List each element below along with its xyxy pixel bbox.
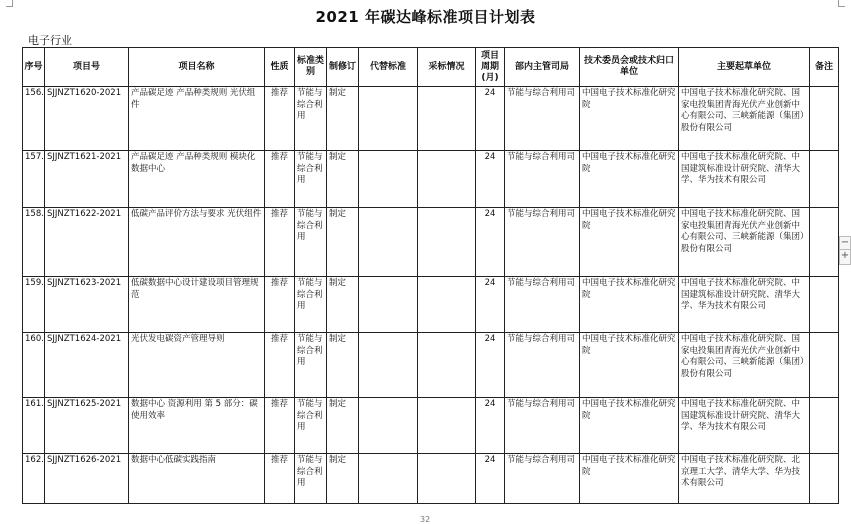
project-code-cell: SJJNZT1624-2021 <box>45 333 129 398</box>
header-cell: 技术委员会或技术归口单位 <box>580 48 679 87</box>
drafting-units-cell: 中国电子技术标准化研究院、国家电投集团青海光伏产业创新中心有限公司、三峡新能源（集团）股份有限公司 <box>679 333 810 398</box>
project-name-cell: 光伏发电碳资产管理导则 <box>129 333 265 398</box>
project-period-cell: 24 <box>476 333 505 398</box>
revision-type-cell: 制定 <box>327 151 359 208</box>
adoption-status-cell <box>418 398 476 454</box>
project-name-cell: 产品碳足迹 产品种类规则 光伏组件 <box>129 87 265 151</box>
table-row <box>23 87 839 151</box>
project-code-cell: SJJNZT1625-2021 <box>45 398 129 454</box>
header-cell: 备注 <box>810 48 839 87</box>
standard-category-cell: 节能与综合利用 <box>295 151 327 208</box>
project-name-cell: 低碳数据中心设计建设项目管理规范 <box>129 277 265 333</box>
adoption-status-cell <box>418 277 476 333</box>
standard-category-cell: 节能与综合利用 <box>295 277 327 333</box>
table-row <box>23 151 839 208</box>
header-cell: 项目名称 <box>129 48 265 87</box>
page-number: 32 <box>420 515 431 524</box>
header-cell: 主要起草单位 <box>679 48 810 87</box>
header-cell: 代替标准 <box>359 48 418 87</box>
drafting-units-cell: 中国电子技术标准化研究院、中国建筑标准设计研究院、清华大学、华为技术有限公司 <box>679 151 810 208</box>
header-cell: 性质 <box>265 48 295 87</box>
nature-cell: 推荐 <box>265 333 295 398</box>
project-code-cell: SJJNZT1622-2021 <box>45 208 129 277</box>
revision-type-cell: 制定 <box>327 87 359 151</box>
standard-category-cell: 节能与综合利用 <box>295 454 327 504</box>
nature-cell: 推荐 <box>265 398 295 454</box>
nature-cell: 推荐 <box>265 454 295 504</box>
drafting-units-cell: 中国电子技术标准化研究院、中国建筑标准设计研究院、清华大学、华为技术有限公司 <box>679 398 810 454</box>
replaced-standard-cell <box>359 151 418 208</box>
adoption-status-cell <box>418 208 476 277</box>
revision-type-cell: 制定 <box>327 454 359 504</box>
project-name-cell: 数据中心低碳实践指南 <box>129 454 265 504</box>
adoption-status-cell <box>418 454 476 504</box>
header-cell: 部内主管司局 <box>505 48 580 87</box>
header-cell: 项目号 <box>45 48 129 87</box>
nature-cell: 推荐 <box>265 277 295 333</box>
standard-category-cell: 节能与综合利用 <box>295 398 327 454</box>
page-title: 2021 年碳达峰标准项目计划表 <box>315 8 536 26</box>
replaced-standard-cell <box>359 454 418 504</box>
row-number-cell: 160. <box>23 333 45 398</box>
ministry-department-cell: 节能与综合利用司 <box>505 87 580 151</box>
project-code-cell: SJJNZT1621-2021 <box>45 151 129 208</box>
header-cell: 项目周期(月) <box>476 48 505 87</box>
ministry-department-cell: 节能与综合利用司 <box>505 398 580 454</box>
remarks-cell <box>810 87 839 151</box>
replaced-standard-cell <box>359 277 418 333</box>
replaced-standard-cell <box>359 333 418 398</box>
table-row <box>23 398 839 454</box>
header-cell: 标准类别 <box>295 48 327 87</box>
project-name-cell: 低碳产品评价方法与要求 光伏组件 <box>129 208 265 277</box>
remarks-cell <box>810 151 839 208</box>
project-period-cell: 24 <box>476 208 505 277</box>
header-cell: 制修订 <box>327 48 359 87</box>
drafting-units-cell: 中国电子技术标准化研究院、国家电投集团青海光伏产业创新中心有限公司、三峡新能源（集团）股份有限公司 <box>679 208 810 277</box>
collapse-handle-icon[interactable]: − <box>839 236 851 252</box>
table-row <box>23 454 839 504</box>
project-code-cell: SJJNZT1620-2021 <box>45 87 129 151</box>
technical-committee-cell: 中国电子技术标准化研究院 <box>580 398 679 454</box>
replaced-standard-cell <box>359 398 418 454</box>
replaced-standard-cell <box>359 208 418 277</box>
row-number-cell: 158. <box>23 208 45 277</box>
row-number-cell: 159. <box>23 277 45 333</box>
adoption-status-cell <box>418 87 476 151</box>
row-number-cell: 161. <box>23 398 45 454</box>
remarks-cell <box>810 208 839 277</box>
revision-type-cell: 制定 <box>327 277 359 333</box>
standard-category-cell: 节能与综合利用 <box>295 208 327 277</box>
table-row <box>23 277 839 333</box>
row-number-cell: 162. <box>23 454 45 504</box>
technical-committee-cell: 中国电子技术标准化研究院 <box>580 333 679 398</box>
standard-category-cell: 节能与综合利用 <box>295 333 327 398</box>
technical-committee-cell: 中国电子技术标准化研究院 <box>580 454 679 504</box>
table-row <box>23 208 839 277</box>
project-period-cell: 24 <box>476 151 505 208</box>
table-row <box>23 333 839 398</box>
nature-cell: 推荐 <box>265 151 295 208</box>
technical-committee-cell: 中国电子技术标准化研究院 <box>580 151 679 208</box>
project-period-cell: 24 <box>476 398 505 454</box>
project-name-cell: 产品碳足迹 产品种类规则 模块化数据中心 <box>129 151 265 208</box>
remarks-cell <box>810 398 839 454</box>
project-code-cell: SJJNZT1626-2021 <box>45 454 129 504</box>
table-header-row <box>23 48 839 87</box>
project-name-cell: 数据中心 资源利用 第 5 部分：碳使用效率 <box>129 398 265 454</box>
ministry-department-cell: 节能与综合利用司 <box>505 208 580 277</box>
drafting-units-cell: 中国电子技术标准化研究院、国家电投集团青海光伏产业创新中心有限公司、三峡新能源（集团）股份有限公司 <box>679 87 810 151</box>
standard-category-cell: 节能与综合利用 <box>295 87 327 151</box>
project-period-cell: 24 <box>476 454 505 504</box>
header-cell: 序号 <box>23 48 45 87</box>
project-code-cell: SJJNZT1623-2021 <box>45 277 129 333</box>
header-cell: 采标情况 <box>418 48 476 87</box>
remarks-cell <box>810 454 839 504</box>
drafting-units-cell: 中国电子技术标准化研究院、北京理工大学、清华大学、华为技术有限公司 <box>679 454 810 504</box>
ministry-department-cell: 节能与综合利用司 <box>505 151 580 208</box>
technical-committee-cell: 中国电子技术标准化研究院 <box>580 87 679 151</box>
project-period-cell: 24 <box>476 87 505 151</box>
standards-plan-table <box>22 47 839 504</box>
replaced-standard-cell <box>359 87 418 151</box>
adoption-status-cell <box>418 333 476 398</box>
row-number-cell: 157. <box>23 151 45 208</box>
technical-committee-cell: 中国电子技术标准化研究院 <box>580 208 679 277</box>
ministry-department-cell: 节能与综合利用司 <box>505 333 580 398</box>
ministry-department-cell: 节能与综合利用司 <box>505 277 580 333</box>
project-period-cell: 24 <box>476 277 505 333</box>
revision-type-cell: 制定 <box>327 333 359 398</box>
nature-cell: 推荐 <box>265 208 295 277</box>
section-label: 电子行业 <box>28 34 72 47</box>
drafting-units-cell: 中国电子技术标准化研究院、中国建筑标准设计研究院、清华大学、华为技术有限公司 <box>679 277 810 333</box>
revision-type-cell: 制定 <box>327 208 359 277</box>
revision-type-cell: 制定 <box>327 398 359 454</box>
remarks-cell <box>810 333 839 398</box>
ministry-department-cell: 节能与综合利用司 <box>505 454 580 504</box>
adoption-status-cell <box>418 151 476 208</box>
nature-cell: 推荐 <box>265 87 295 151</box>
technical-committee-cell: 中国电子技术标准化研究院 <box>580 277 679 333</box>
expand-handle-icon[interactable]: + <box>839 249 851 265</box>
row-number-cell: 156. <box>23 87 45 151</box>
remarks-cell <box>810 277 839 333</box>
